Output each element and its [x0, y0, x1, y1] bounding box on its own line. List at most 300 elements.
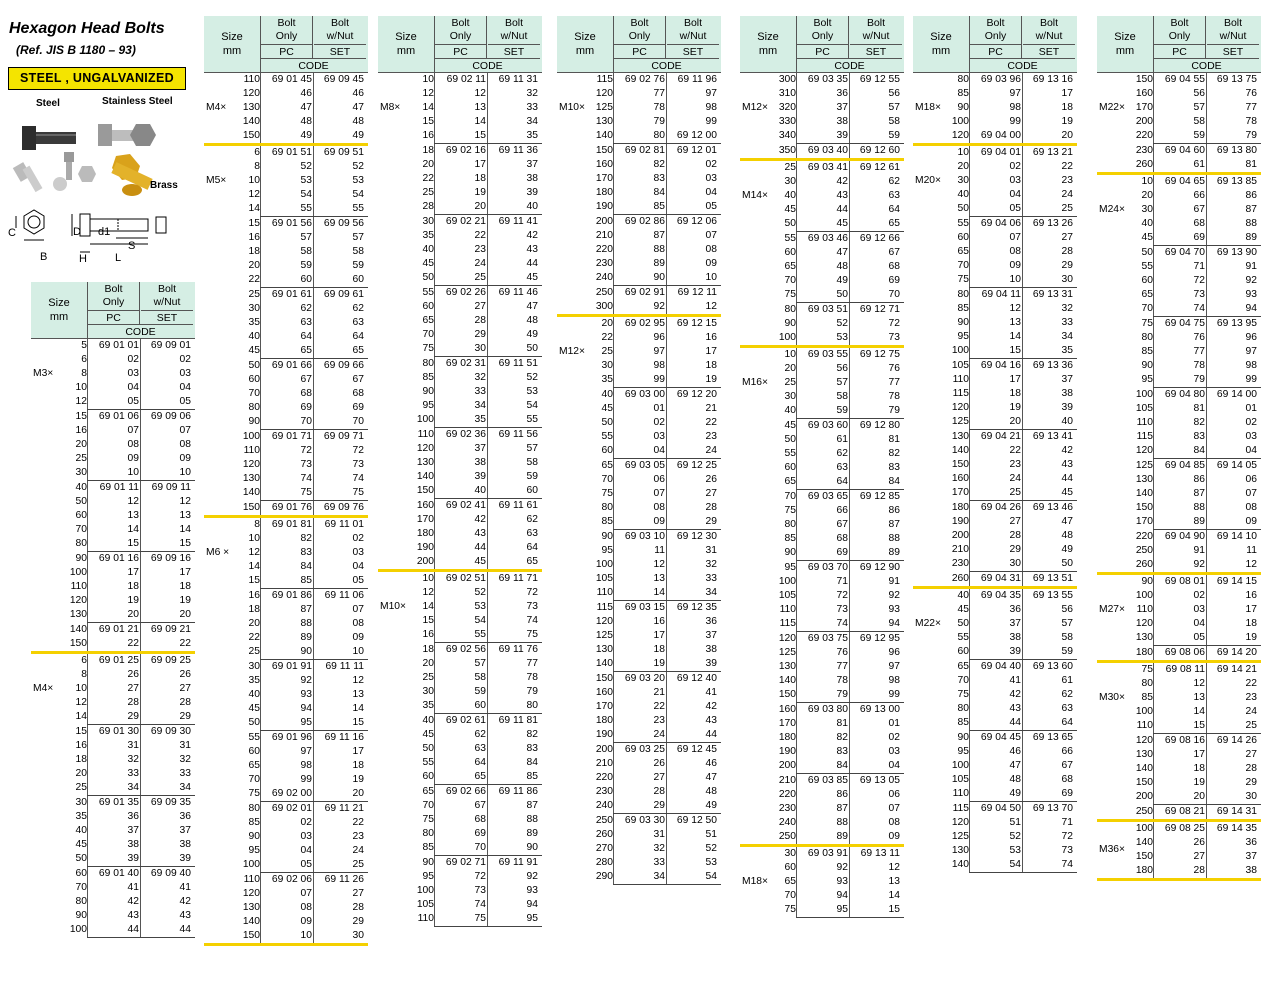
table-row [557, 317, 721, 331]
length-cell: 150 [242, 130, 260, 141]
set-code-cell: 67 [1061, 760, 1073, 771]
table-row [740, 632, 904, 646]
length-cell: 170 [1135, 516, 1153, 527]
pc-code-cell: 69 01 30 [98, 726, 139, 737]
set-code-cell: 65 [352, 345, 364, 356]
set-code-cell: 59 [1061, 646, 1073, 657]
size-group [557, 286, 721, 314]
set-code-cell: 17 [1061, 88, 1073, 99]
set-code-cell: 40 [526, 201, 538, 212]
length-cell: 80 [248, 803, 260, 814]
length-cell: 120 [242, 459, 260, 470]
length-cell: 10 [248, 533, 260, 544]
table-row [204, 188, 368, 202]
pc-code-cell: 17 [1193, 749, 1205, 760]
pc-code-cell: 38 [474, 457, 486, 468]
table-row [740, 617, 904, 631]
column-divider [140, 867, 141, 937]
set-code-cell: 30 [1245, 791, 1257, 802]
table-row [204, 316, 368, 330]
column-divider [1022, 589, 1023, 659]
length-cell: 75 [784, 289, 796, 300]
set-code-cell: 31 [705, 545, 717, 556]
pc-code-cell: 82 [836, 732, 848, 743]
pc-code-cell: 69 02 91 [624, 287, 665, 298]
length-cell: 150 [1135, 74, 1153, 85]
row-group-divider [613, 884, 721, 885]
size-group [204, 217, 368, 287]
column-divider [1153, 575, 1154, 645]
pc-code-cell: 24 [474, 258, 486, 269]
pc-code-cell: 69 03 55 [807, 349, 848, 360]
pc-code-cell: 02 [653, 417, 665, 428]
set-code-cell: 78 [526, 672, 538, 683]
pc-code-cell: 56 [836, 363, 848, 374]
column-divider [1153, 317, 1154, 387]
pc-code-cell: 69 04 31 [980, 573, 1021, 584]
length-cell: 35 [248, 317, 260, 328]
set-code-cell: 48 [526, 315, 538, 326]
table-row [557, 416, 721, 430]
set-code-cell: 80 [526, 700, 538, 711]
column-divider [969, 501, 970, 571]
thread-size-label: M12× [559, 346, 586, 357]
size-group [913, 501, 1077, 571]
pc-code-cell: 94 [300, 703, 312, 714]
set-code-cell: 63 [352, 317, 364, 328]
table-row [1097, 217, 1261, 231]
size-group [740, 561, 904, 631]
code-header: CODE [88, 324, 193, 338]
size-group [204, 501, 368, 515]
table-row [204, 430, 368, 444]
table-row [740, 161, 904, 175]
pc-code-cell: 99 [1009, 116, 1021, 127]
row-group-divider [87, 937, 195, 938]
set-code-cell: 36 [705, 616, 717, 627]
length-cell: 130 [595, 644, 613, 655]
column-divider [260, 802, 261, 872]
column-divider [666, 215, 667, 285]
length-cell: 100 [778, 576, 796, 587]
size-group [378, 785, 542, 855]
pc-code-cell: 32 [127, 754, 139, 765]
pc-code-cell: 69 04 55 [1164, 74, 1205, 85]
set-code-cell: 53 [352, 175, 364, 186]
length-cell: 95 [957, 746, 969, 757]
length-cell: 85 [422, 372, 434, 383]
column-divider [1206, 317, 1207, 387]
set-code-cell: 69 13 95 [1216, 318, 1257, 329]
set-code-cell: 44 [1061, 473, 1073, 484]
pc-code-cell: 44 [127, 924, 139, 935]
table-row [557, 331, 721, 345]
table-row [204, 472, 368, 486]
length-cell: 50 [957, 203, 969, 214]
pc-code-cell: 14 [653, 587, 665, 598]
pc-code-cell: 49 [1009, 788, 1021, 799]
column-divider [434, 714, 435, 784]
pc-code-cell: 61 [836, 434, 848, 445]
pc-code-cell: 64 [836, 476, 848, 487]
set-code-cell: 90 [526, 842, 538, 853]
table-body [31, 339, 195, 938]
pc-code-cell: 65 [474, 771, 486, 782]
length-cell: 260 [1135, 559, 1153, 570]
set-code-cell: 99 [1245, 374, 1257, 385]
table-row [740, 717, 904, 731]
table-row [740, 390, 904, 404]
table-row [31, 668, 195, 682]
table-row [204, 716, 368, 730]
pc-code-cell: 12 [1009, 303, 1021, 314]
pc-code-cell: 91 [1193, 545, 1205, 556]
set-code-cell: 69 13 00 [859, 704, 900, 715]
size-code-table [204, 16, 368, 946]
column-divider [1153, 246, 1154, 316]
length-cell: 130 [416, 457, 434, 468]
pc-code-cell: 03 [653, 431, 665, 442]
set-code-cell: 44 [705, 729, 717, 740]
set-code-cell: 22 [179, 638, 191, 649]
pc-code-cell: 69 03 65 [807, 491, 848, 502]
pc-code-cell: 18 [653, 644, 665, 655]
pc-code-cell: 12 [1193, 678, 1205, 689]
table-row [740, 575, 904, 589]
set-code-cell: 02 [179, 354, 191, 365]
set-code-cell: 53 [705, 857, 717, 868]
page-title: Hexagon Head Bolts [9, 20, 165, 37]
set-code-cell: 52 [352, 161, 364, 172]
table-row [557, 743, 721, 757]
pc-code-cell: 04 [653, 445, 665, 456]
table-row [378, 73, 542, 87]
pc-code-cell: 69 04 21 [980, 431, 1021, 442]
size-group [557, 459, 721, 529]
length-cell: 70 [422, 329, 434, 340]
set-code-cell: 84 [888, 476, 900, 487]
set-code-cell: 09 [888, 831, 900, 842]
set-code-cell: 08 [352, 618, 364, 629]
set-code-cell: 69 13 41 [1032, 431, 1073, 442]
table-row [1097, 331, 1261, 345]
table-row [557, 799, 721, 813]
column-divider [313, 660, 314, 730]
set-code-cell: 93 [526, 885, 538, 896]
pc-code-cell: 09 [1009, 260, 1021, 271]
table-row [31, 495, 195, 509]
table-row [557, 115, 721, 129]
pc-code-cell: 38 [127, 839, 139, 850]
table-row [740, 504, 904, 518]
pc-code-cell: 04 [300, 845, 312, 856]
table-row [204, 160, 368, 174]
pc-code-cell: 69 01 21 [98, 624, 139, 635]
column-divider [313, 217, 314, 287]
length-cell: 90 [601, 531, 613, 542]
length-cell: 200 [1135, 116, 1153, 127]
set-code-cell: 99 [888, 689, 900, 700]
pc-code-cell: 43 [474, 528, 486, 539]
set-header: SET [850, 44, 902, 58]
length-cell: 80 [784, 304, 796, 315]
length-cell: 55 [422, 287, 434, 298]
size-group [1097, 805, 1261, 819]
size-code-table [1097, 16, 1261, 881]
set-code-cell: 88 [1245, 218, 1257, 229]
set-code-cell: 69 12 75 [859, 349, 900, 360]
length-cell: 120 [778, 633, 796, 644]
set-code-cell: 69 12 00 [676, 130, 717, 141]
set-code-cell: 10 [179, 467, 191, 478]
length-cell: 115 [596, 74, 613, 85]
column-divider [1022, 430, 1023, 500]
pc-code-cell: 44 [474, 542, 486, 553]
table-row [31, 867, 195, 881]
size-group [740, 490, 904, 560]
length-cell: 105 [951, 360, 969, 371]
size-group [31, 796, 195, 866]
table-row [913, 830, 1077, 844]
set-code-cell: 86 [1245, 190, 1257, 201]
set-code-cell: 69 13 21 [1032, 147, 1073, 158]
table-row [740, 203, 904, 217]
length-cell: 30 [422, 686, 434, 697]
set-code-cell: 30 [352, 930, 364, 941]
set-code-cell: 33 [1061, 317, 1073, 328]
table-row [557, 700, 721, 714]
table-row [913, 73, 1077, 87]
table-row [204, 444, 368, 458]
length-cell: 260 [1135, 159, 1153, 170]
column-divider [140, 481, 141, 551]
table-row [31, 895, 195, 909]
table-row [378, 200, 542, 214]
pc-code-cell: 53 [1009, 845, 1021, 856]
table-header [204, 16, 368, 73]
length-cell: 40 [75, 825, 87, 836]
set-code-cell: 83 [888, 462, 900, 473]
length-cell: 130 [242, 102, 260, 113]
length-cell: 70 [784, 491, 796, 502]
pc-code-cell: 69 04 01 [980, 147, 1021, 158]
table-row [557, 172, 721, 186]
size-group [31, 339, 195, 409]
size-group [378, 572, 542, 642]
size-group [740, 232, 904, 302]
set-code-cell: 25 [1061, 203, 1073, 214]
set-code-cell: 69 12 06 [676, 216, 717, 227]
length-cell: 50 [784, 434, 796, 445]
length-cell: 20 [422, 658, 434, 669]
table-row [557, 586, 721, 600]
table-row [204, 202, 368, 216]
table-row [740, 87, 904, 101]
pc-code-cell: 84 [836, 760, 848, 771]
table-row [557, 186, 721, 200]
table-row [204, 115, 368, 129]
pc-code-cell: 69 01 01 [98, 340, 139, 351]
table-row [204, 501, 368, 515]
column-divider [796, 561, 797, 631]
set-code-cell: 97 [888, 661, 900, 672]
length-cell: 160 [951, 473, 969, 484]
pc-code-cell: 97 [300, 746, 312, 757]
set-code-cell: 89 [888, 547, 900, 558]
column-divider [969, 430, 970, 500]
set-code-cell: 42 [705, 701, 717, 712]
pc-code-cell: 08 [300, 902, 312, 913]
length-cell: 40 [957, 590, 969, 601]
table-row [1097, 87, 1261, 101]
table-row [378, 555, 542, 569]
pc-code-cell: 07 [653, 488, 665, 499]
length-cell: 75 [784, 505, 796, 516]
pc-code-cell: 67 [836, 519, 848, 530]
set-code-cell: 69 13 16 [1032, 74, 1073, 85]
size-group [740, 632, 904, 702]
thread-size-label: M5× [206, 175, 227, 186]
table-row [378, 428, 542, 442]
length-cell: 350 [778, 145, 796, 156]
set-code-cell: 48 [1061, 530, 1073, 541]
column-divider [1206, 663, 1207, 733]
column-divider [796, 703, 797, 773]
set-code-cell: 43 [526, 244, 538, 255]
table-row [913, 702, 1077, 716]
pc-code-cell: 62 [836, 448, 848, 459]
column-divider [487, 357, 488, 427]
table-row [378, 442, 542, 456]
column-divider [1206, 73, 1207, 143]
pc-code-cell: 20 [1193, 791, 1205, 802]
table-row [913, 160, 1077, 174]
set-code-cell: 69 09 01 [150, 340, 191, 351]
pc-code-cell: 72 [836, 590, 848, 601]
size-group [1097, 144, 1261, 172]
table-row [204, 759, 368, 773]
length-cell: 55 [784, 448, 796, 459]
dimension-diagram [16, 210, 166, 252]
pc-code-cell: 73 [300, 459, 312, 470]
length-cell: 10 [422, 573, 434, 584]
column-divider [613, 286, 614, 314]
length-cell: 100 [416, 885, 434, 896]
table-row [740, 703, 904, 717]
length-cell: 70 [957, 260, 969, 271]
column-divider [140, 654, 141, 724]
table-row [740, 774, 904, 788]
pc-code-cell: 69 02 11 [446, 74, 486, 85]
table-row [913, 589, 1077, 603]
pc-code-cell: 31 [653, 829, 665, 840]
length-cell: 270 [595, 843, 613, 854]
length-cell: 25 [784, 377, 796, 388]
table-row [204, 702, 368, 716]
set-code-cell: 69 12 40 [676, 673, 717, 684]
size-group [740, 847, 904, 917]
set-code-cell: 69 13 31 [1032, 289, 1073, 300]
column-divider [487, 286, 488, 356]
pc-code-cell: 49 [836, 275, 848, 286]
length-cell: 100 [69, 567, 87, 578]
set-code-cell: 10 [705, 272, 717, 283]
size-group [1097, 73, 1261, 143]
table-row [557, 402, 721, 416]
pc-code-cell: 76 [836, 647, 848, 658]
table-row [31, 710, 195, 724]
length-cell: 140 [416, 471, 434, 482]
set-code-cell: 63 [526, 528, 538, 539]
length-cell: 20 [75, 439, 87, 450]
pc-code-cell: 77 [836, 661, 848, 672]
set-code-cell: 69 12 35 [676, 602, 717, 613]
length-cell: 210 [778, 775, 796, 786]
set-code-cell: 17 [1245, 604, 1257, 615]
length-cell: 60 [784, 247, 796, 258]
pc-code-cell: 89 [1193, 516, 1205, 527]
set-code-cell: 93 [888, 604, 900, 615]
length-cell: 8 [81, 669, 87, 680]
column-divider [796, 774, 797, 844]
set-code-cell: 69 11 51 [498, 358, 538, 369]
set-code-cell: 47 [352, 102, 364, 113]
column-divider [1022, 572, 1023, 586]
table-row [1097, 646, 1261, 660]
table-row [204, 574, 368, 588]
table-row [913, 631, 1077, 645]
pc-code-cell: 27 [653, 772, 665, 783]
pc-code-cell: 69 02 76 [624, 74, 665, 85]
pc-code-cell: 48 [1009, 774, 1021, 785]
bolt-with-nut-header: Bolt w/Nut [153, 283, 181, 308]
set-code-cell: 81 [888, 434, 900, 445]
set-code-cell: 51 [705, 829, 717, 840]
length-cell: 110 [243, 74, 260, 85]
pc-code-cell: 69 01 76 [271, 502, 312, 513]
pc-code-cell: 74 [300, 473, 312, 484]
table-row [378, 527, 542, 541]
pc-code-cell: 37 [127, 825, 139, 836]
column-divider [260, 146, 261, 216]
table-row [913, 359, 1077, 373]
length-cell: 230 [1135, 145, 1153, 156]
pc-code-cell: 69 04 90 [1164, 531, 1205, 542]
column-divider [613, 601, 614, 671]
pc-code-cell: 24 [653, 729, 665, 740]
column-divider [260, 873, 261, 943]
column-divider [849, 847, 850, 917]
table-row [1097, 762, 1261, 776]
set-code-cell: 69 12 15 [676, 318, 717, 329]
set-code-cell: 30 [1061, 274, 1073, 285]
length-cell: 22 [601, 332, 613, 343]
length-cell: 140 [69, 624, 87, 635]
length-cell: 95 [784, 562, 796, 573]
length-cell: 25 [248, 646, 260, 657]
pc-code-cell: 52 [474, 587, 486, 598]
length-cell: 60 [75, 510, 87, 521]
length-cell: 70 [422, 800, 434, 811]
length-cell: 40 [75, 482, 87, 493]
pc-code-cell: 50 [836, 289, 848, 300]
set-code-cell: 82 [526, 729, 538, 740]
set-code-cell: 91 [1245, 261, 1257, 272]
table-row [913, 515, 1077, 529]
pc-header: PC [435, 44, 487, 58]
pc-code-cell: 82 [1193, 417, 1205, 428]
pc-code-cell: 97 [1009, 88, 1021, 99]
